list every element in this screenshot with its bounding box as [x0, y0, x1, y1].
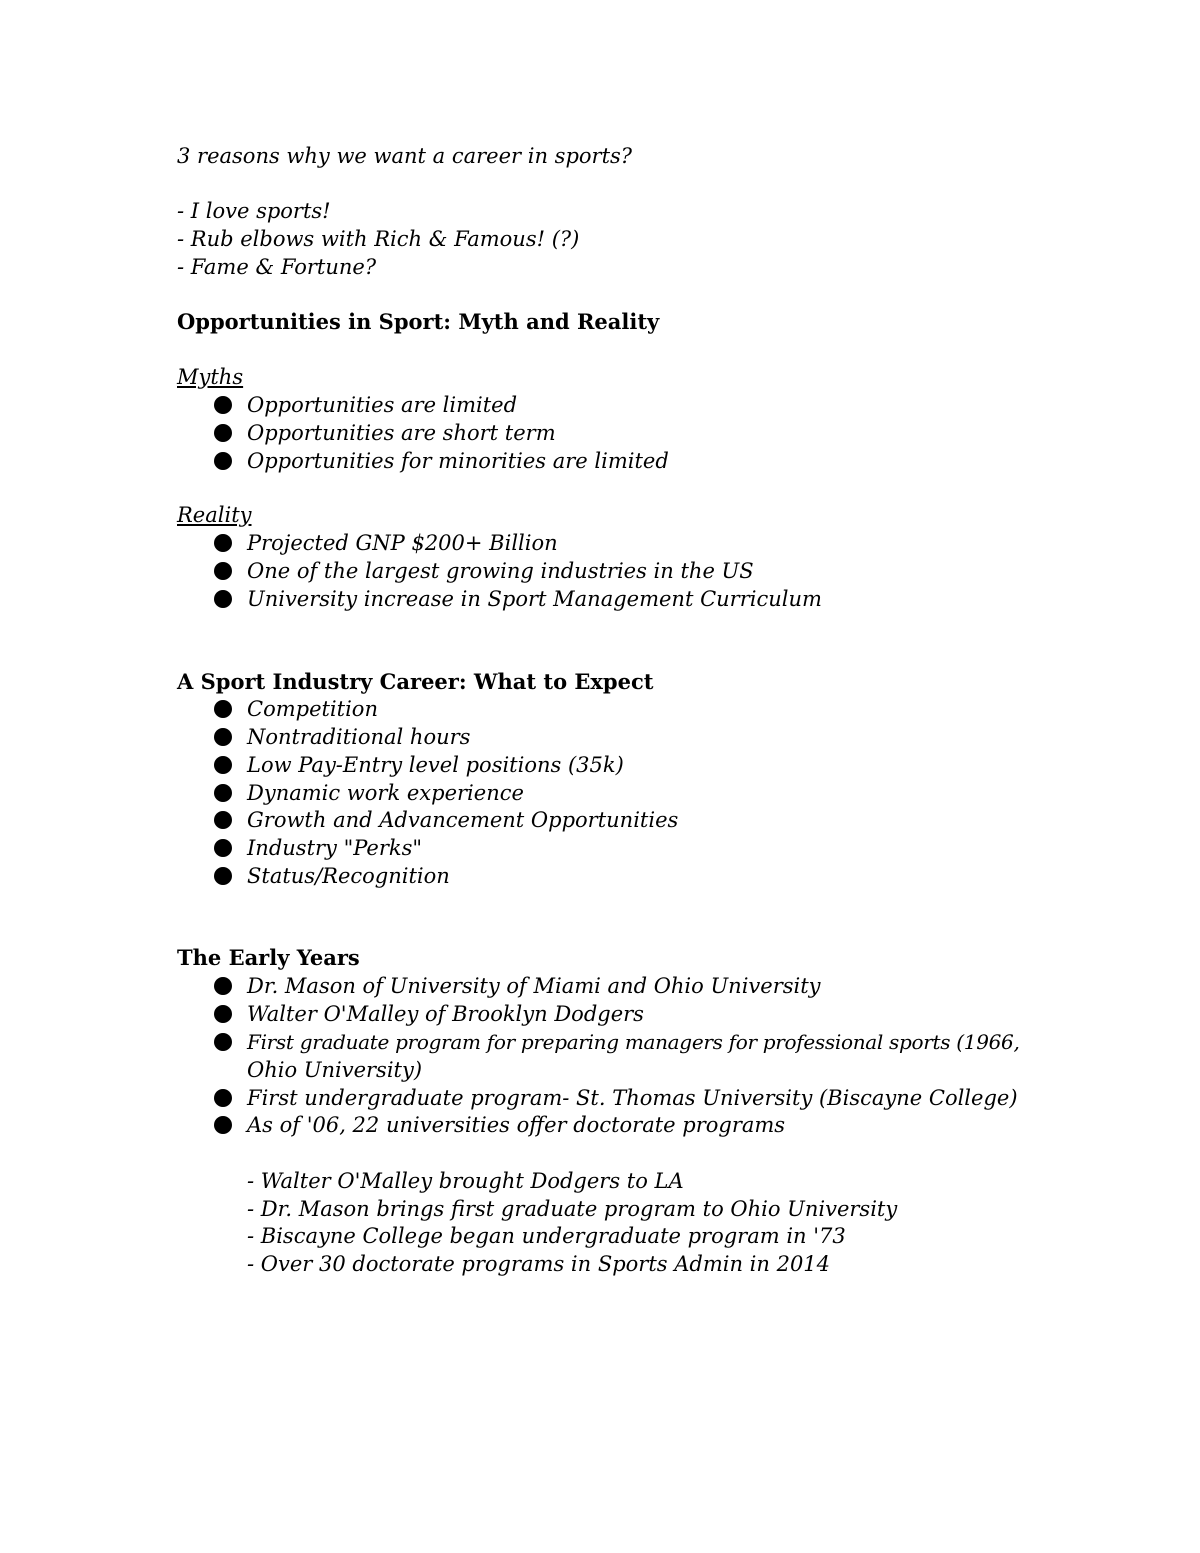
bullet-icon	[214, 1089, 232, 1107]
bullet-icon	[214, 867, 232, 885]
bullet-icon	[214, 562, 232, 580]
bullet-icon	[214, 977, 232, 995]
list-item-text: Industry "Perks"	[247, 836, 423, 860]
list-item	[0, 447, 1200, 475]
reality-label: Reality	[177, 503, 252, 527]
list-item-text: First graduate program for preparing managers for professional sports (1966,	[247, 1030, 1020, 1054]
list-item	[0, 751, 1200, 779]
intro-reason: - Rub elbows with Rich & Famous! (?)	[177, 227, 580, 251]
section-heading-opportunities: Opportunities in Sport: Myth and Reality	[177, 309, 660, 334]
note-line: - Biscayne College began undergraduate program in '73	[247, 1224, 846, 1248]
list-item	[0, 972, 1200, 1000]
list-item-text: As of '06, 22 universities offer doctorate programs	[247, 1113, 786, 1137]
list-item	[0, 1084, 1200, 1112]
list-item-text-continued: Ohio University)	[247, 1058, 423, 1082]
note-line: - Dr. Mason brings first graduate program to Ohio University	[247, 1197, 898, 1221]
bullet-icon	[214, 811, 232, 829]
bullet-icon	[214, 534, 232, 552]
list-item-text: First undergraduate program- St. Thomas University (Biscayne College)	[247, 1086, 1018, 1110]
note-line: - Walter O'Malley brought Dodgers to LA	[247, 1169, 684, 1193]
list-item	[0, 723, 1200, 751]
list-item-text: University increase in Sport Management Curriculum	[247, 587, 822, 611]
bullet-icon	[214, 728, 232, 746]
bullet-icon	[214, 424, 232, 442]
list-item-text: Walter O'Malley of Brooklyn Dodgers	[247, 1002, 644, 1026]
section-heading-career: A Sport Industry Career: What to Expect	[177, 669, 654, 694]
list-item-text: Opportunities for minorities are limited	[247, 449, 669, 473]
list-item	[0, 1028, 1200, 1084]
list-item-text: Competition	[247, 697, 378, 721]
list-item-text: Low Pay-Entry level positions (35k)	[247, 753, 624, 777]
bullet-icon	[214, 452, 232, 470]
bullet-icon	[214, 1116, 232, 1134]
list-item-text: Nontraditional hours	[247, 725, 471, 749]
bullet-icon	[214, 784, 232, 802]
intro-question: 3 reasons why we want a career in sports?	[177, 144, 633, 168]
intro-reason: - Fame & Fortune?	[177, 255, 377, 279]
note-line: - Over 30 doctorate programs in Sports Admin in 2014	[247, 1252, 831, 1276]
list-item	[0, 834, 1200, 862]
bullet-icon	[214, 590, 232, 608]
list-item-text: Dr. Mason of University of Miami and Ohio University	[247, 974, 821, 998]
list-item-text: Dynamic work experience	[247, 781, 524, 805]
list-item	[0, 1111, 1200, 1139]
list-item	[0, 585, 1200, 613]
bullet-icon	[214, 756, 232, 774]
list-item-text: Opportunities are limited	[247, 393, 518, 417]
list-item-text: Opportunities are short term	[247, 421, 556, 445]
bullet-icon	[214, 1033, 232, 1051]
intro-reason: - I love sports!	[177, 199, 331, 223]
list-item	[0, 779, 1200, 807]
list-item	[0, 391, 1200, 419]
bullet-icon	[214, 700, 232, 718]
list-item	[0, 862, 1200, 890]
list-item-text: Projected GNP $200+ Billion	[247, 531, 558, 555]
bullet-icon	[214, 1005, 232, 1023]
list-item	[0, 806, 1200, 834]
list-item	[0, 529, 1200, 557]
section-heading-early-years: The Early Years	[177, 945, 360, 970]
list-item	[0, 557, 1200, 585]
myths-label: Myths	[177, 365, 244, 389]
list-item-text: Growth and Advancement Opportunities	[247, 808, 679, 832]
list-item	[0, 419, 1200, 447]
list-item	[0, 1000, 1200, 1028]
list-item	[0, 695, 1200, 723]
list-item-text: One of the largest growing industries in the US	[247, 559, 754, 583]
bullet-icon	[214, 839, 232, 857]
list-item-text: Status/Recognition	[247, 864, 450, 888]
bullet-icon	[214, 396, 232, 414]
